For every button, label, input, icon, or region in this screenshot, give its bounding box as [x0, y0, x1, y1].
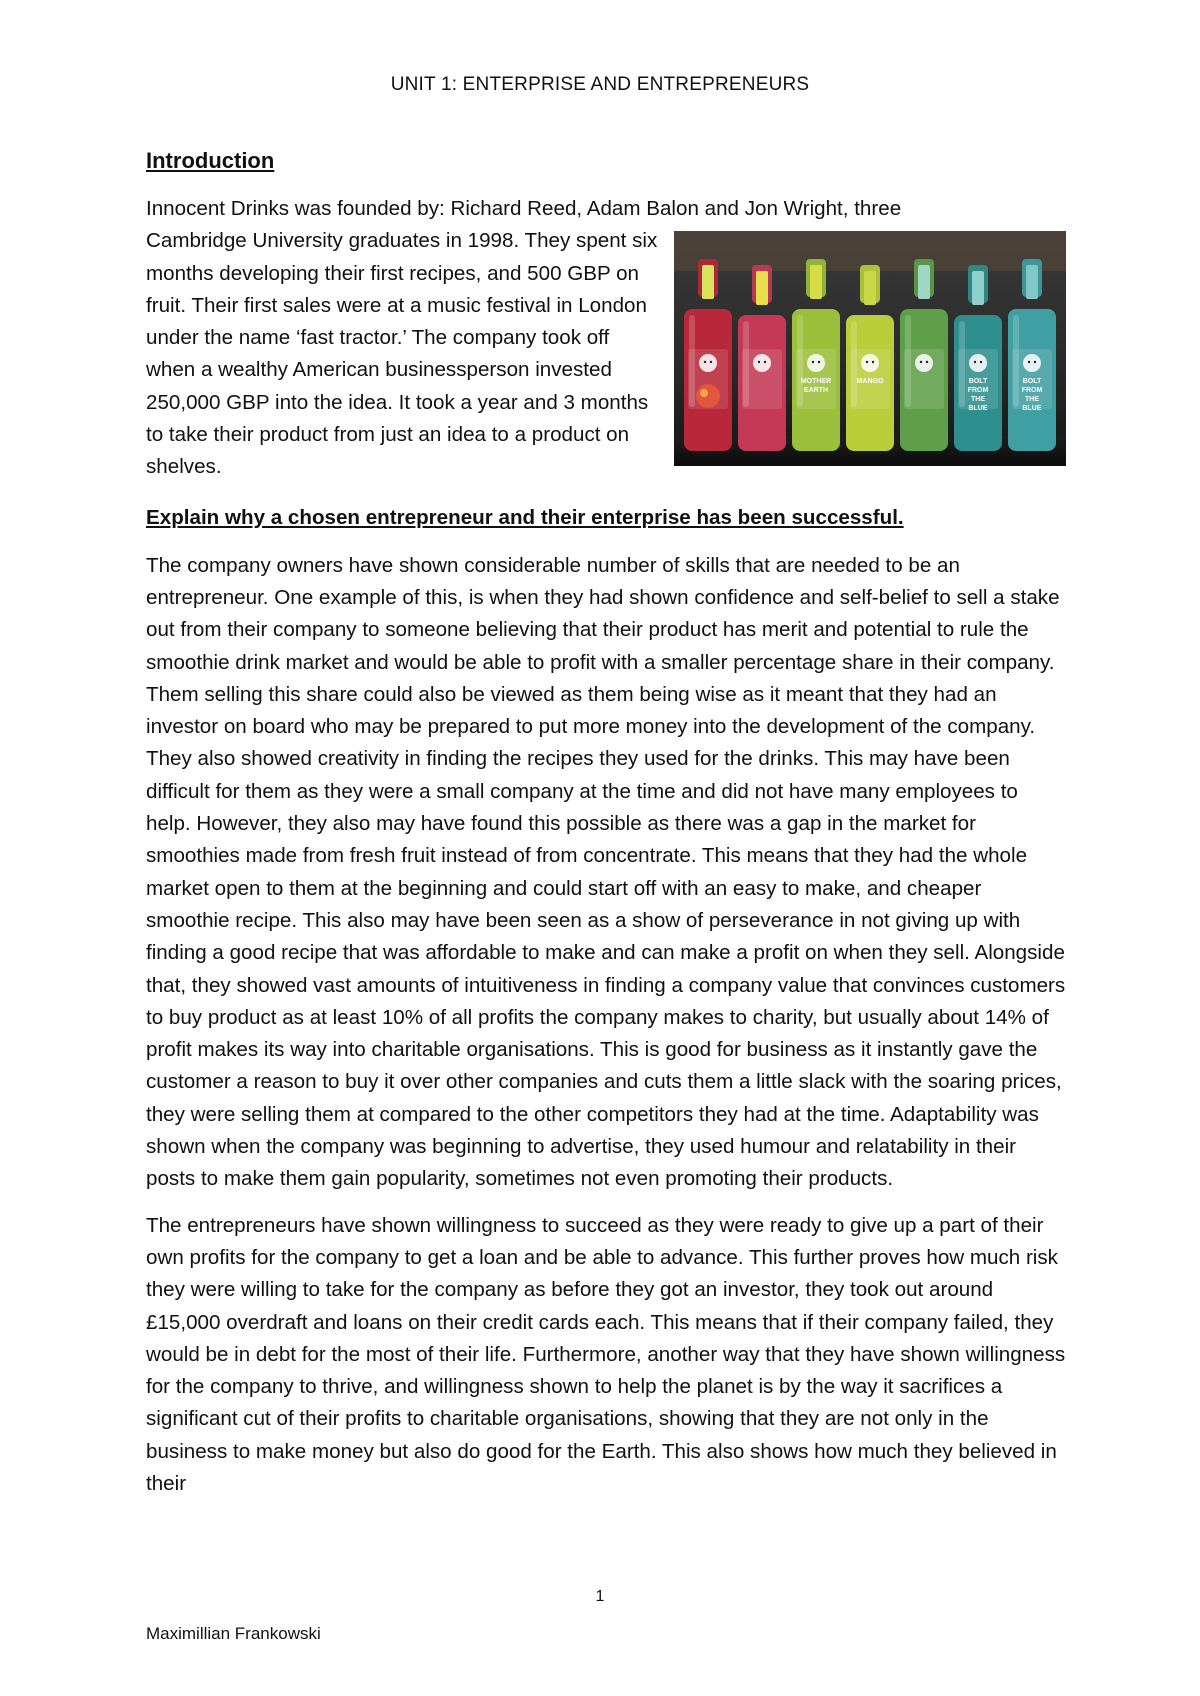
bottle-label-text: BLUE: [1022, 405, 1042, 413]
body-paragraph-1: The company owners have shown considerable number of skills that are needed to be an entrepreneur. One example of this, is when they had shown confidence and self-belief to sell a stake out from their company to someone believing that their product has merit and potential to rule the smoothie drink market and would be able to profit with a smaller percentage share in their company. Them selling this share could also be viewed as them being wise as it meant that they had an investor on board who may be prepared to put more money into the development of the company. They also showed creativity in finding the recipes they used for the drinks. This may have been difficult for them as they were a small company at the time and did not have many employees to help. However, they also may have found this possible as there was a gap in the market for smoothies made from fresh fruit instead of from concentrate. This means that they had the whole market open to them at the beginning and could start off with an easy to make, and cheaper smoothie recipe. This also may have been seen as a show of perseverance in not giving up with finding a good recipe that was affordable to make and can make a profit on when they sell. Alongside that, they showed vast amounts of intuitiveness in finding a company value that convinces customers to buy product as at least 10% of all profits the company makes to charity, but usually about 14% of profit makes its way into charitable organisations. This is good for business as it instantly gave the customer a reason to buy it over other companies and cuts them a little slack with the soaring prices, they were selling them at compared to the other competitors they had at the time. Adaptability was shown when the company was beginning to advertise, they used humour and relatability in their posts to make them gain popularity, sometimes not even promoting their products.: [146, 553, 1066, 1191]
bottle-label-text: THE: [1025, 396, 1039, 404]
bottle-logo-eye: [974, 361, 976, 363]
document-title: UNIT 1: ENTERPRISE AND ENTREPRENEURS: [390, 74, 810, 95]
bottle-tag: [1026, 265, 1038, 299]
bottle-logo: [807, 354, 825, 372]
bottle-tag: [810, 265, 822, 299]
bottle-logo-eye: [818, 361, 820, 363]
bottle-tag: [972, 271, 984, 305]
bottle-logo-eye: [866, 361, 868, 363]
question-heading: Explain why a chosen entrepreneur and their enterprise has been successful.: [146, 505, 904, 529]
bottle-logo-eye: [872, 361, 874, 363]
bottle-logo: [969, 354, 987, 372]
introduction-heading: Introduction: [146, 148, 275, 173]
document-body: [146, 145, 1066, 1510]
bottle-logo: [1023, 354, 1041, 372]
body-paragraph-2: The entrepreneurs have shown willingness to succeed as they were ready to give up a part of their own profits for the company to get a loan and be able to advance. This further proves how much risk they were willing to take for the company as before they got an investor, they took out around £15,000 overdraft and loans on their credit cards each. This means that if their company failed, they would be in debt for the most of their life. Furthermore, another way that they have shown willingness for the company to thrive, and willingness shown to help the planet is by the way it sacrifices a significant cut of their profits to charitable organisations, showing that they are not only in the business to make money but also do good for the Earth. This also shows how much they believed in their: [146, 1213, 1066, 1495]
bottle-label-text: BLUE: [968, 405, 988, 413]
bottle-logo-eye: [710, 361, 712, 363]
smoothie-bottles-photo: [674, 231, 1066, 466]
bottle-logo-eye: [704, 361, 706, 363]
bottle-label-text: BOLT: [968, 378, 988, 386]
bottle-logo-eye: [812, 361, 814, 363]
bottle-label-text: MANGO: [856, 378, 884, 386]
bottle-logo-eye: [758, 361, 760, 363]
bottle-label-text: FROM: [1021, 387, 1043, 395]
bottle-logo-eye: [980, 361, 982, 363]
bottle-logo: [753, 354, 771, 372]
bottle-logo: [699, 354, 717, 372]
footer-author: Maximillian Frankowski: [146, 1624, 321, 1643]
bottle-label-text: FROM: [967, 387, 989, 395]
bottle-logo: [915, 354, 933, 372]
bottle-logo-eye: [1034, 361, 1036, 363]
bottle-fruit-illustration: [696, 384, 720, 408]
page-number: 1: [595, 1588, 605, 1605]
bottle-label-text: MOTHER: [800, 378, 832, 386]
bottle-logo: [861, 354, 879, 372]
bottle-logo-eye: [764, 361, 766, 363]
intro-paragraph: Cambridge University graduates in 1998. They spent six months developing their first recipes, and 500 GBP on fruit. Their first sales were at a music festival in London under the name ‘fast tractor.’ The company took off when a wealthy American businessperson invested 250,000 GBP into the idea. It took a year and 3 months to take their product from just an idea to a product on shelves.: [146, 229, 658, 479]
bottle-label-text: EARTH: [803, 387, 829, 395]
bottle-tag: [702, 265, 714, 299]
smoothie-bottles-image: [674, 231, 1066, 466]
bottle-tag: [864, 271, 876, 305]
bottle-label-text: THE: [971, 396, 985, 404]
bottle-tag: [756, 271, 768, 305]
bottle-logo-eye: [926, 361, 928, 363]
bottle-fruit-highlight: [700, 389, 708, 397]
bottle-tag: [918, 265, 930, 299]
bottle-logo-eye: [920, 361, 922, 363]
intro-first-line: Innocent Drinks was founded by: Richard Reed, Adam Balon and Jon Wright, three: [146, 197, 902, 220]
bottle-logo-eye: [1028, 361, 1030, 363]
bottle-label-text: BOLT: [1022, 378, 1042, 386]
